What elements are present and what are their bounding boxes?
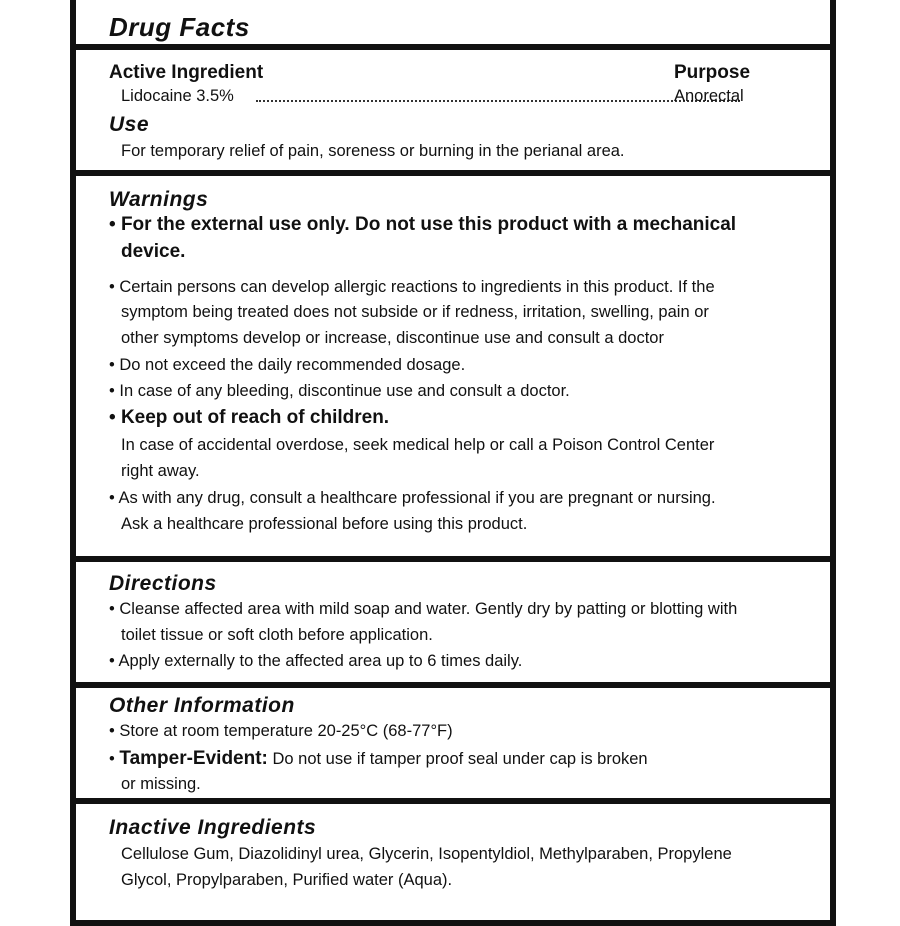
inactive-ingredients-l2: Glycol, Propylparaben, Purified water (Aqua). <box>121 871 453 889</box>
other-information-section <box>76 688 830 804</box>
active-ingredient-heading: Active Ingredient <box>109 62 264 83</box>
drug-facts-panel <box>70 0 836 926</box>
purpose-heading: Purpose <box>674 62 751 83</box>
warnings-heading: Warnings <box>109 188 209 211</box>
purpose-value: Anorectal <box>674 87 744 105</box>
use-text: For temporary relief of pain, soreness or burning in the perianal area. <box>121 142 625 160</box>
direction-bullet-1: • Cleanse affected area with mild soap and water. Gently dry by patting or blotting with <box>109 600 738 618</box>
warning-bullet-2-l3: other symptoms develop or increase, discontinue use and consult a doctor <box>121 329 664 347</box>
warning-bullet-5-l2: right away. <box>121 462 200 480</box>
title-section <box>76 0 830 50</box>
warning-bullet-2-l2: symptom being treated does not subside or if redness, irritation, swelling, pain or <box>121 303 709 321</box>
inactive-ingredients-section <box>76 804 830 914</box>
warning-bullet-6: • As with any drug, consult a healthcare professional if you are pregnant or nursing. <box>109 489 716 507</box>
other-bullet-2: • Tamper-Evident: Do not use if tamper proof seal under cap is broken <box>109 748 648 769</box>
warning-bullet-4: • In case of any bleeding, discontinue use and consult a doctor. <box>109 382 570 400</box>
warning-bullet-1: • For the external use only. Do not use this product with a mechanical <box>109 214 737 235</box>
warning-bullet-5-l1: In case of accidental overdose, seek medical help or call a Poison Control Center <box>121 436 715 454</box>
directions-heading: Directions <box>109 572 217 595</box>
direction-bullet-2: • Apply externally to the affected area up to 6 times daily. <box>109 652 523 670</box>
dot-leader <box>256 86 740 102</box>
other-bullet-1: • Store at room temperature 20-25°C (68-77°F) <box>109 722 453 740</box>
active-ingredient: Lidocaine 3.5% <box>121 87 234 105</box>
warning-bullet-2: • Certain persons can develop allergic reactions to ingredients in this product. If the <box>109 278 715 296</box>
inactive-ingredients-heading: Inactive Ingredients <box>109 816 317 839</box>
warning-bullet-6-l2: Ask a healthcare professional before using this product. <box>121 515 528 533</box>
other-information-heading: Other Information <box>109 694 295 717</box>
warning-bullet-1-cont: device. <box>121 241 186 262</box>
use-heading: Use <box>109 113 150 136</box>
inactive-ingredients-l1: Cellulose Gum, Diazolidinyl urea, Glycerin, Isopentyldiol, Methylparaben, Propylene <box>121 845 732 863</box>
active-use-section <box>76 50 830 176</box>
directions-section <box>76 562 830 688</box>
direction-bullet-1-l2: toilet tissue or soft cloth before application. <box>121 626 433 644</box>
warning-bullet-3: • Do not exceed the daily recommended dosage. <box>109 356 466 374</box>
drug-facts-title: Drug Facts <box>109 12 250 42</box>
warning-bullet-5: • Keep out of reach of children. <box>109 407 390 428</box>
other-bullet-2-l2: or missing. <box>121 775 201 793</box>
warnings-section <box>76 176 830 562</box>
